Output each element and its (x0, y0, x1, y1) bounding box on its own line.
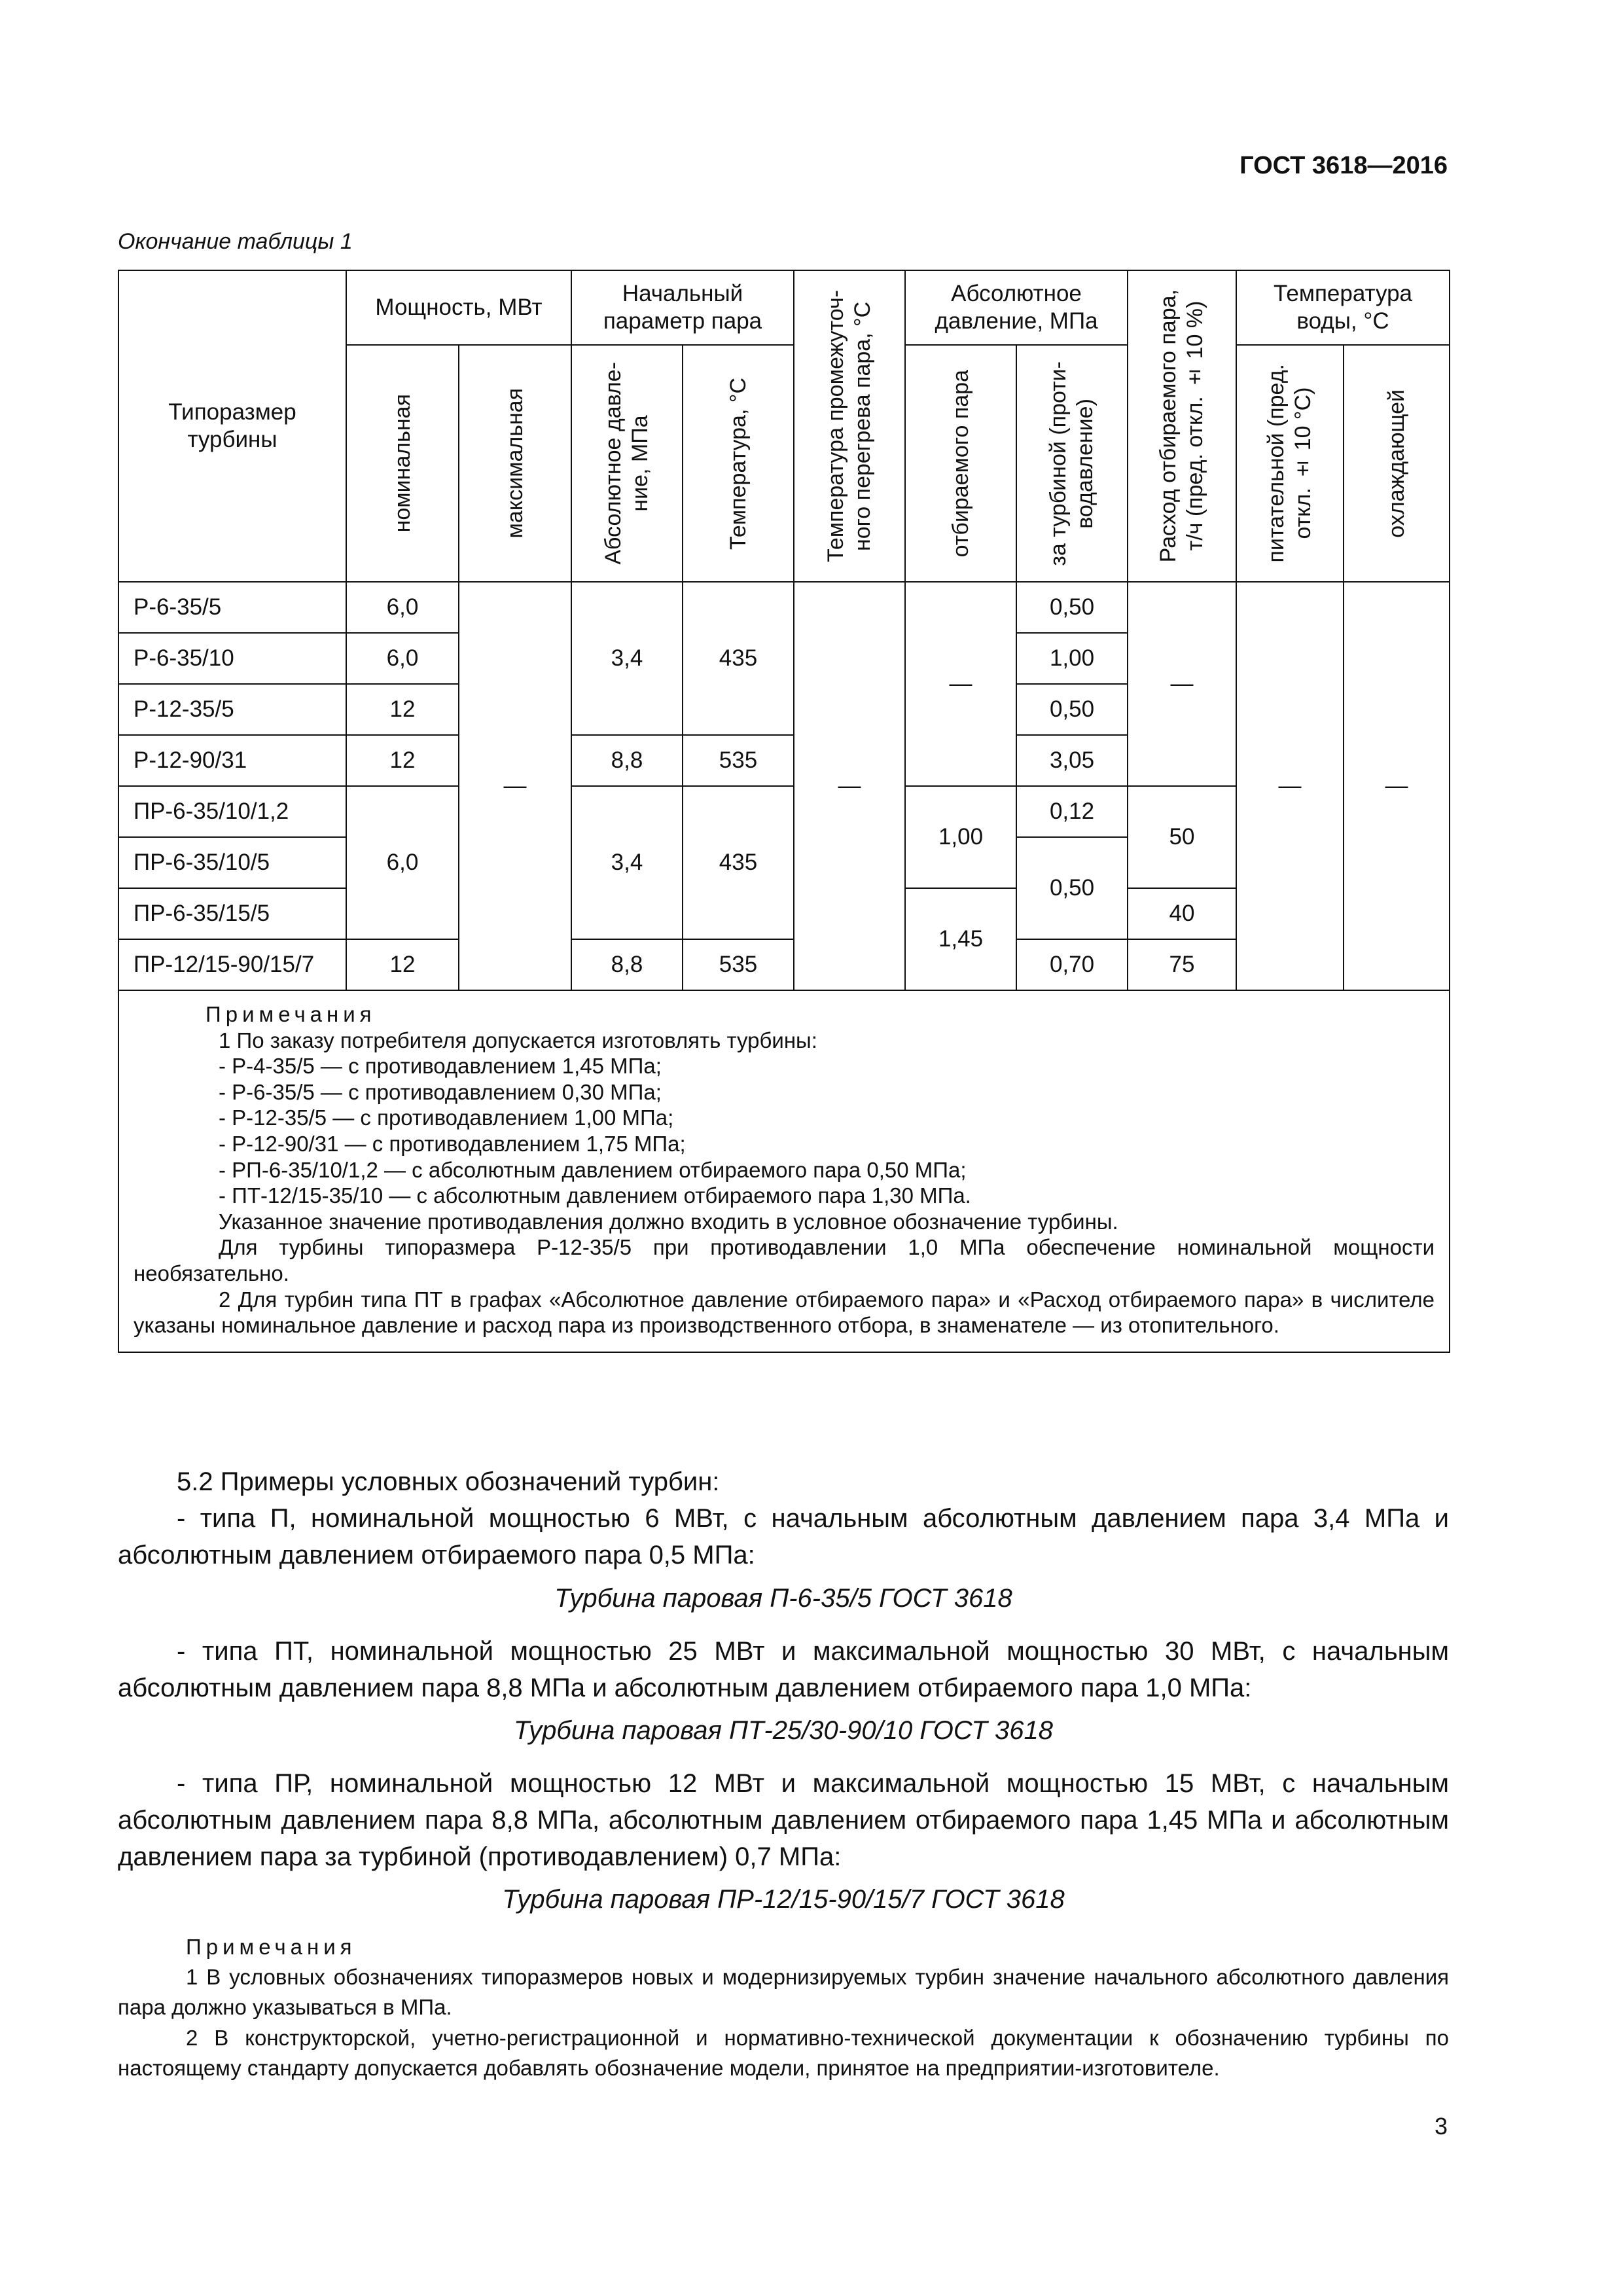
cell-behind: 0,70 (1016, 939, 1128, 990)
note-line: - Р-12-90/31 — с противодавлением 1,75 МПа; (219, 1131, 686, 1156)
note-line: - Р-4-35/5 — с противодавлением 1,45 МПа; (219, 1054, 662, 1079)
header-power-max: максимальная (459, 345, 571, 582)
cell-name: Р-12-90/31 (118, 735, 346, 786)
cell-flow: 40 (1128, 888, 1236, 939)
table-notes (118, 990, 1450, 1352)
example-text: - типа ПР, номинальной мощностью 12 МВт и максимальной мощностью 15 МВт, с начальным абсолютным давлением пара 8,8 МПа, абсолютным давлением отбираемого пара 1,45 МПа и абсолютным давлением пара за турбиной (противодавлением) 0,7 МПа: (118, 1769, 1449, 1871)
header-reheat-temp: Температура промежуточ- ного перегрева пара, °С (794, 270, 905, 582)
cell-temp: 435 (683, 582, 794, 735)
header-feed-water: питательной (пред. откл. ± 10 °С) (1236, 345, 1344, 582)
cell-reheat: — (794, 582, 905, 990)
header-turbine-size: Типоразмер турбины (118, 270, 346, 582)
note-line: - Р-6-35/5 — с противодавлением 0,30 МПа; (219, 1079, 662, 1104)
example-text: - типа ПТ, номинальной мощностью 25 МВт и максимальной мощностью 30 МВт, с начальным абсолютным давлением пара 8,8 МПа и абсолютным давлением отбираемого пара 1,0 МПа: (118, 1637, 1449, 1702)
header-power: Мощность, МВт (346, 270, 571, 345)
note-line: Указанное значение противодавления должно входить в условное обозначение турбины. (219, 1209, 1118, 1234)
cell-power: 12 (346, 939, 459, 990)
cell-cooling: — (1344, 582, 1450, 990)
example-3 (118, 1765, 1449, 1875)
note-paragraph: 2 В конструкторской, учетно-регистрационной и нормативно-технической документации к обозначению турбины по настоящему стандарту допускается добавлять обозначение модели, принятое на предприятии-изготовителе. (118, 2025, 1449, 2080)
table-caption: Окончание таблицы 1 (118, 229, 353, 254)
cell-behind: 0,50 (1016, 837, 1128, 939)
note-line: 1 По заказу потребителя допускается изготовлять турбины: (219, 1028, 817, 1052)
note-line: - Р-12-35/5 — с противодавлением 1,00 МПа; (219, 1105, 674, 1130)
cell-power: 12 (346, 735, 459, 786)
example-designation: Турбина паровая П-6-35/5 ГОСТ 3618 (554, 1584, 1012, 1613)
cell-flow: 50 (1128, 786, 1236, 888)
cell-power: 6,0 (346, 786, 459, 939)
turbine-table (118, 270, 1450, 1353)
gost-header: ГОСТ 3618—2016 (1240, 152, 1448, 179)
cell-behind: 0,50 (1016, 684, 1128, 735)
header-initial-steam: Начальный параметр пара (571, 270, 794, 345)
table-row (118, 582, 1450, 633)
cell-behind: 0,50 (1016, 582, 1128, 633)
cell-name: Р-6-35/10 (118, 633, 346, 684)
cell-pressure: 3,4 (571, 582, 683, 735)
cell-power: 6,0 (346, 582, 459, 633)
cell-name: ПР-6-35/10/1,2 (118, 786, 346, 837)
cell-pressure: 3,4 (571, 786, 683, 939)
example-designation: Турбина паровая ПР-12/15-90/15/7 ГОСТ 3618 (502, 1885, 1065, 1914)
cell-temp: 535 (683, 939, 794, 990)
cell-pressure: 8,8 (571, 735, 683, 786)
header-extraction-flow: Расход отбираемого пара, т/ч (пред. откл. ± 10 %) (1128, 270, 1236, 582)
cell-behind: 3,05 (1016, 735, 1128, 786)
note-line: Для турбины типоразмера Р-12-35/5 при противодавлении 1,0 МПа обеспечение номинальной мощности необязательно. (134, 1235, 1435, 1285)
cell-name: ПР-6-35/10/5 (118, 837, 346, 888)
page-number: 3 (1434, 2113, 1448, 2140)
header-abs-pressure: Абсолютное давление, МПа (905, 270, 1128, 345)
cell-temp: 435 (683, 786, 794, 939)
note-paragraph: 1 В условных обозначениях типоразмеров новых и модернизируемых турбин значение начального абсолютного давления пара должно указываться в МПа. (118, 1965, 1449, 2020)
header-abs-pressure-initial: Абсолютное давле- ние, МПа (571, 345, 683, 582)
cell-extraction: — (905, 582, 1016, 786)
cell-power: 6,0 (346, 633, 459, 684)
cell-name: ПР-6-35/15/5 (118, 888, 346, 939)
cell-behind: 1,00 (1016, 633, 1128, 684)
header-water-temp: Температура воды, °С (1236, 270, 1450, 345)
cell-flow: 75 (1128, 939, 1236, 990)
cell-feed: — (1236, 582, 1344, 990)
cell-name: ПР-12/15-90/15/7 (118, 939, 346, 990)
cell-extraction: 1,45 (905, 888, 1016, 990)
note-line: - ПТ-12/15-35/10 — с абсолютным давлением отбираемого пара 1,30 МПа. (219, 1183, 971, 1208)
header-behind-turbine: за турбиной (проти- водавление) (1016, 345, 1128, 582)
cell-name: Р-6-35/5 (118, 582, 346, 633)
section-examples (118, 1463, 1449, 1573)
header-cooling-water: охлаждающей (1344, 345, 1450, 582)
header-temperature: Температура, °С (683, 345, 794, 582)
cell-name: Р-12-35/5 (118, 684, 346, 735)
cell-extraction: 1,00 (905, 786, 1016, 888)
cell-power-max: — (459, 582, 571, 990)
bottom-notes (118, 1932, 1449, 2083)
example-designation: Турбина паровая ПТ-25/30-90/10 ГОСТ 3618 (514, 1716, 1053, 1745)
table-notes-row (118, 990, 1450, 1352)
cell-flow: — (1128, 582, 1236, 786)
header-power-nominal: номинальная (346, 345, 459, 582)
note-line: - РП-6-35/10/1,2 — с абсолютным давлением отбираемого пара 0,50 МПа; (219, 1157, 967, 1182)
section-heading: 5.2 Примеры условных обозначений турбин: (177, 1467, 720, 1496)
notes-heading: Примечания (186, 1935, 357, 1959)
example-2 (118, 1633, 1449, 1706)
cell-temp: 535 (683, 735, 794, 786)
header-extraction: отбираемого пара (905, 345, 1016, 582)
cell-pressure: 8,8 (571, 939, 683, 990)
cell-power: 12 (346, 684, 459, 735)
notes-heading: Примечания (205, 1002, 376, 1026)
note-line: 2 Для турбин типа ПТ в графах «Абсолютное давление отбираемого пара» и «Расход отбираемого пара» в числителе указаны номинальное давление и расход пара из производственного отбора, в знаменателе — из отопительного. (134, 1287, 1435, 1338)
example-text: - типа П, номинальной мощностью 6 МВт, с начальным абсолютным давлением пара 3,4 МПа и абсолютным давлением отбираемого пара 0,5 МПа: (118, 1504, 1449, 1570)
cell-behind: 0,12 (1016, 786, 1128, 837)
